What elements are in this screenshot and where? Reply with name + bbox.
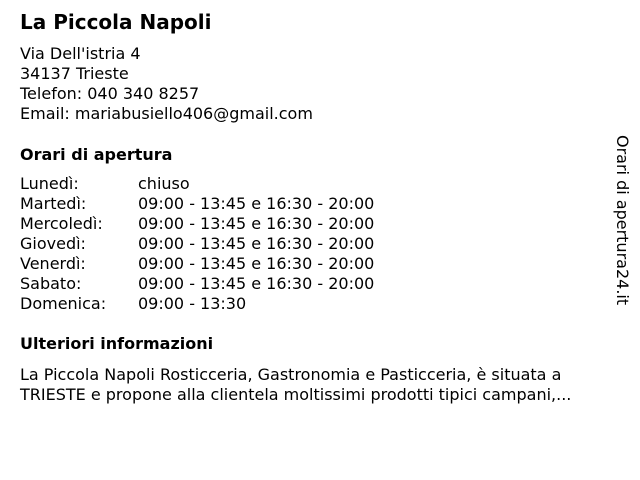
phone-line: Telefon: 040 340 8257 xyxy=(20,84,200,103)
day-label: Sabato: xyxy=(20,274,82,293)
day-hours: 09:00 - 13:45 e 16:30 - 20:00 xyxy=(138,254,375,273)
business-description: La Piccola Napoli Rosticceria, Gastronomia e Pasticceria, è situata a TRIESTE e propone alla clientela moltissimi prodotti tipici campani,... xyxy=(20,365,572,404)
day-hours: 09:00 - 13:30 xyxy=(138,294,247,313)
day-label: Mercoledì: xyxy=(20,214,103,233)
day-hours: 09:00 - 13:45 e 16:30 - 20:00 xyxy=(138,214,375,233)
day-label: Giovedì: xyxy=(20,234,86,253)
city-line: 34137 Trieste xyxy=(20,64,129,83)
day-label: Domenica: xyxy=(20,294,107,313)
address-block xyxy=(20,44,313,124)
street-address: Via Dell'istria 4 xyxy=(20,44,141,63)
business-name: La Piccola Napoli xyxy=(20,10,212,34)
email-line: Email: mariabusiello406@gmail.com xyxy=(20,104,313,123)
info-heading: Ulteriori informazioni xyxy=(20,334,214,353)
watermark-text: Orari di apertura24.it xyxy=(613,135,632,306)
watermark xyxy=(610,135,634,310)
day-label: Lunedì: xyxy=(20,174,79,193)
day-hours: chiuso xyxy=(138,174,190,193)
day-hours: 09:00 - 13:45 e 16:30 - 20:00 xyxy=(138,194,375,213)
day-hours: 09:00 - 13:45 e 16:30 - 20:00 xyxy=(138,274,375,293)
day-hours: 09:00 - 13:45 e 16:30 - 20:00 xyxy=(138,234,375,253)
day-label: Martedì: xyxy=(20,194,87,213)
hours-heading: Orari di apertura xyxy=(20,145,173,164)
day-label: Venerdì: xyxy=(20,254,86,273)
